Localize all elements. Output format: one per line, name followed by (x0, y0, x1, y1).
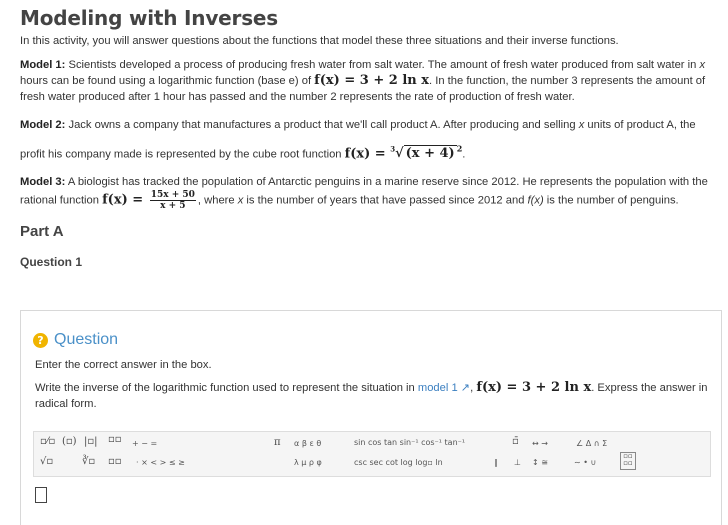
fraction-button[interactable]: ▫⁄▫ (40, 436, 56, 447)
symbols-row-2[interactable]: ∼ • ∪ (574, 458, 597, 467)
parallel-button[interactable]: ∥ (494, 458, 498, 467)
overline-button[interactable]: ▫̄ (512, 436, 519, 447)
question-text: Write the inverse of the logarithmic function used to represent the situation in model 1 ↗, f(x) = 3 + 2 ln x. Express the answer in radical form. (35, 380, 708, 410)
page-title: Modeling with Inverses (20, 6, 278, 30)
part-heading: Part A (20, 223, 64, 241)
model-1: Model 1: Scientists developed a process of producing fresh water from salt water. The amount of fresh water produced from salt water in x hours can be found using a logarithmic function (base e) of f(x) = 3 + 2 ln x. In the function, the number 3 represents the amount of fresh water produced after 1 hour has passed and the number 2 represents the rate of production of fresh water. (20, 59, 706, 103)
cube-root: $^3$√ (x + 4) $^2$ (390, 144, 463, 162)
sqrt-button[interactable]: √▫ (40, 456, 54, 467)
question-panel (20, 310, 722, 525)
external-link-icon[interactable]: ↗ (457, 382, 471, 394)
question-number: Question 1 (20, 255, 83, 270)
model-3: Model 3: A biologist has tracked the population of Antarctic penguins in a marine reserve since 2012. He represents the population with the rational function f(x) = $\frac{15x + 50}{x + 5}$ , where x is the number of years that have passed since 2012 and f(x) is the number of penguins. (20, 176, 708, 212)
parentheses-button[interactable]: (▫) (62, 436, 77, 447)
question-header: ? Question (33, 331, 118, 349)
nth-root-button[interactable]: ∛▫ (82, 456, 96, 467)
model-1-link[interactable]: model 1 (417, 382, 458, 394)
pi-button[interactable]: π (274, 437, 281, 448)
trig-row-1[interactable]: sin cos tan sin⁻¹ cos⁻¹ tan⁻¹ (354, 438, 466, 447)
ops-row-1[interactable]: + − = (132, 439, 158, 448)
content (20, 6, 720, 269)
ops-row-2[interactable]: · × < > ≤ ≥ (136, 458, 185, 467)
greek-row-2[interactable]: λ μ ρ φ (294, 458, 322, 467)
absolute-value-button[interactable]: |▫| (84, 436, 98, 447)
model-2: Model 2: Jack owns a company that manufactures a product that we'll call product A. After producing and selling x units of product A, the profit his company made is represented by the cube root function f(x) = $^3$√ (x + 4) $^2$. (20, 119, 696, 162)
symbols-row-1[interactable]: ∠ Δ ∩ Σ (576, 439, 608, 448)
question-icon: ? (33, 333, 48, 348)
subscript-button[interactable]: ▫▫ (108, 456, 122, 467)
question-instruction: Enter the correct answer in the box. (35, 359, 212, 371)
greek-row-1[interactable]: α β ε θ (294, 439, 322, 448)
matrix-button[interactable]: ▫▫ ▫▫ (620, 452, 636, 470)
intro-text: In this activity, you will answer questions about the functions that model these three situations and their inverse functions. (20, 35, 619, 47)
trig-row-2[interactable]: csc sec cot log log▫ ln (354, 458, 443, 467)
rational-fraction: $\frac{15x + 50}{x + 5}$ (150, 190, 195, 212)
exponent-button[interactable]: ▫▫ (108, 434, 122, 445)
perpendicular-button[interactable]: ⊥ (514, 458, 521, 467)
math-toolbar (33, 431, 711, 477)
arrow-buttons[interactable]: ↔ → (532, 439, 548, 448)
ray-buttons[interactable]: ↕ ≅ (532, 458, 548, 467)
answer-input[interactable] (35, 487, 47, 503)
